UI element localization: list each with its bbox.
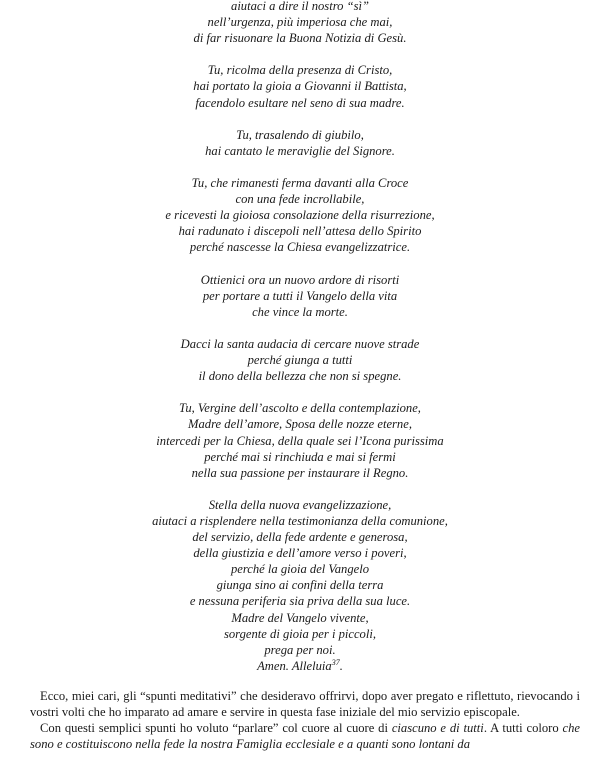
poem-line: per portare a tutti il Vangelo della vita [202,288,398,303]
poem-line: nell’urgenza, più imperiosa che mai, [207,15,393,30]
poem-line: giunga sino ai confini della terra [216,578,384,593]
poem-line: intercedi per la Chiesa, della quale sei l’Icona purissima [156,433,444,448]
poem-line: Tu, che rimanesti ferma davanti alla Croce [191,176,409,191]
poem-line: aiutaci a risplendere nella testimonianza della comunione, [152,514,448,528]
poem-line: del servizio, della fede ardente e generosa, [192,530,408,545]
poem-line: della giustizia e dell’amore verso i poveri, [193,546,407,561]
poem-line: Madre dell’amore, Sposa delle nozze eterne, [188,417,412,432]
poem-line: nella sua passione per instaurare il Regno. [191,465,409,480]
poem-line: di far risuonare la Buona Notizia di Gesù. [193,31,407,46]
stanza [0,400,600,480]
footnote-mark: 37 [331,657,340,667]
stanza [0,175,600,255]
poem-line: e nessuna periferia sia priva della sua luce. [189,594,411,609]
poem-line: hai portato la gioia a Giovanni il Battista, [193,79,407,94]
stanza [0,272,600,320]
poem-line: hai cantato le meraviglie del Signore. [205,143,395,158]
poem-line: Stella della nuova evangelizzazione, [208,497,392,512]
poem-line: Dacci la santa audacia di cercare nuove strade [180,336,420,351]
poem-line: aiutaci a dire il nostro “sì” [231,0,369,13]
poem-line: hai radunato i discepoli nell’attesa dello Spirito [178,224,422,239]
poem-line: con una fede incrollabile, [235,192,365,207]
poem-line: sorgente di gioia per i piccoli, [223,626,377,641]
poem-line: e ricevesti la gioiosa consolazione della risurrezione, [165,208,435,223]
paragraph-2: Con questi semplici spunti ho voluto “parlare” col cuore al cuore di ciascuno e di tutti. A tutti coloro che sono e costituiscono nella fede la nostra Famiglia ecclesiale e a quanti sono lontani da [30,721,581,752]
poem-line: il dono della bellezza che non si spegne. [198,369,402,384]
poem-line: prega per noi. [264,642,336,657]
poem-line: perché giunga a tutti [247,353,353,368]
poem-line: Tu, trasalendo di giubilo, [236,127,364,142]
stanza [0,127,600,159]
poem-line: che vince la morte. [252,304,348,319]
poem-line: facendolo esultare nel seno di sua madre. [195,95,405,110]
poem-line: Tu, ricolma della presenza di Cristo, [207,63,393,78]
closing-prose [30,688,580,752]
stanza [0,336,600,384]
poem-line: perché la gioia del Vangelo [230,562,370,577]
paragraph-1: Ecco, miei cari, gli “spunti meditativi” che desideravo offrirvi, dopo aver pregato e riflettuto, rievocando i vostri volti che ho imparato ad amare e servire in questa fase iniziale del mio servizio episcopale. [30,689,580,720]
poem-line: Amen. Alleluia$^{37}$. [257,657,343,673]
poem-line: Tu, Vergine dell’ascolto e della contemplazione, [179,401,421,416]
poem-line: perché nascesse la Chiesa evangelizzatrice. [189,240,411,255]
stanza [0,497,600,674]
stanza [0,0,600,46]
poem-line: Ottienici ora un nuovo ardore di risorti [200,272,400,287]
poem-line: perché mai si rinchiuda e mai si fermi [204,449,396,464]
stanza [0,62,600,110]
poem-line: Madre del Vangelo vivente, [231,610,369,625]
